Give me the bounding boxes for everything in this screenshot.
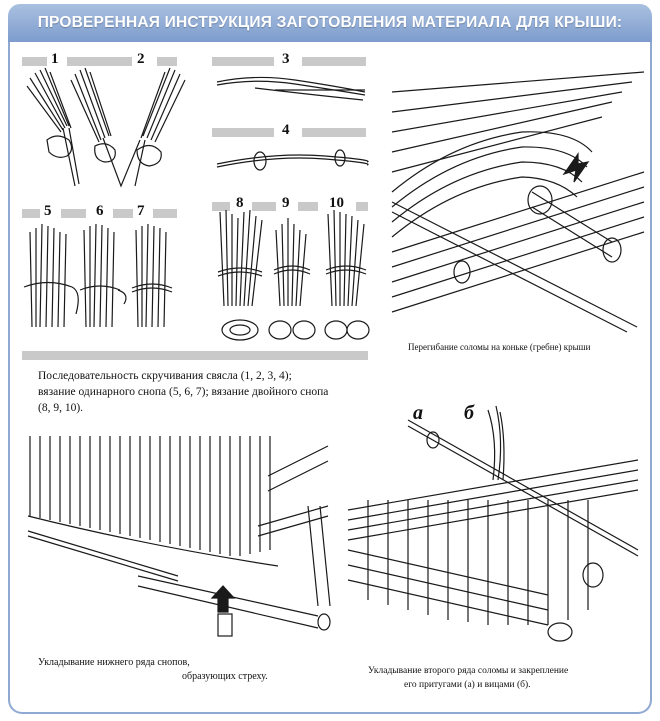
label-bar [113, 209, 133, 218]
sequence-caption-line1: Последовательность скручивания свясла (1, 2, 3, 4); [38, 370, 292, 382]
double-sheaf-illustration [210, 210, 375, 350]
lower-row-caption-line2: образующих стреху. [182, 671, 268, 682]
label-b: б [464, 402, 474, 424]
label-bar [302, 57, 366, 66]
figure-number-2: 2 [137, 51, 145, 67]
label-bar [153, 209, 177, 218]
lower-row-illustration [28, 436, 333, 656]
figure-number-3: 3 [282, 51, 290, 67]
single-sheaf-illustration [22, 222, 182, 332]
rope-illustration-3 [215, 70, 370, 106]
ridge-illustration [392, 62, 644, 332]
page-title: ПРОВЕРЕННАЯ ИНСТРУКЦИЯ ЗАГОТОВЛЕНИЯ МАТЕРИАЛА ДЛЯ КРЫШИ: [8, 4, 652, 42]
sequence-caption-line3: (8, 9, 10). [38, 402, 84, 414]
label-bar [61, 209, 86, 218]
figure-number-9: 9 [282, 195, 290, 211]
figure-number-4: 4 [282, 122, 290, 138]
figure-number-1: 1 [51, 51, 59, 67]
label-bar [22, 209, 40, 218]
label-a: а [413, 402, 423, 424]
label-bar [22, 351, 368, 360]
second-row-caption-line1: Укладывание второго ряда соломы и закрепление [368, 666, 569, 676]
label-bar [212, 57, 274, 66]
figure-number-8: 8 [236, 195, 244, 211]
figure-number-7: 7 [137, 203, 145, 219]
label-bar [67, 57, 132, 66]
lower-row-caption-line1: Укладывание нижнего ряда снопов, [38, 657, 190, 668]
figure-number-10: 10 [329, 195, 344, 211]
sequence-caption-line2: вязание одинарного снопа (5, 6, 7); вязание двойного снопа [38, 386, 329, 398]
second-row-illustration [348, 400, 638, 650]
figure-number-6: 6 [96, 203, 104, 219]
second-row-caption-line2: его притугами (а) и вицами (б). [404, 680, 531, 690]
label-bar [22, 57, 47, 66]
rope-illustration-4 [215, 140, 370, 180]
label-bar [302, 128, 366, 137]
ridge-caption: Перегибание соломы на коньке (гребне) крыши [408, 342, 591, 352]
label-bar [212, 128, 274, 137]
figure-number-5: 5 [44, 203, 52, 219]
label-bar [157, 57, 177, 66]
twisting-illustration [25, 68, 190, 193]
